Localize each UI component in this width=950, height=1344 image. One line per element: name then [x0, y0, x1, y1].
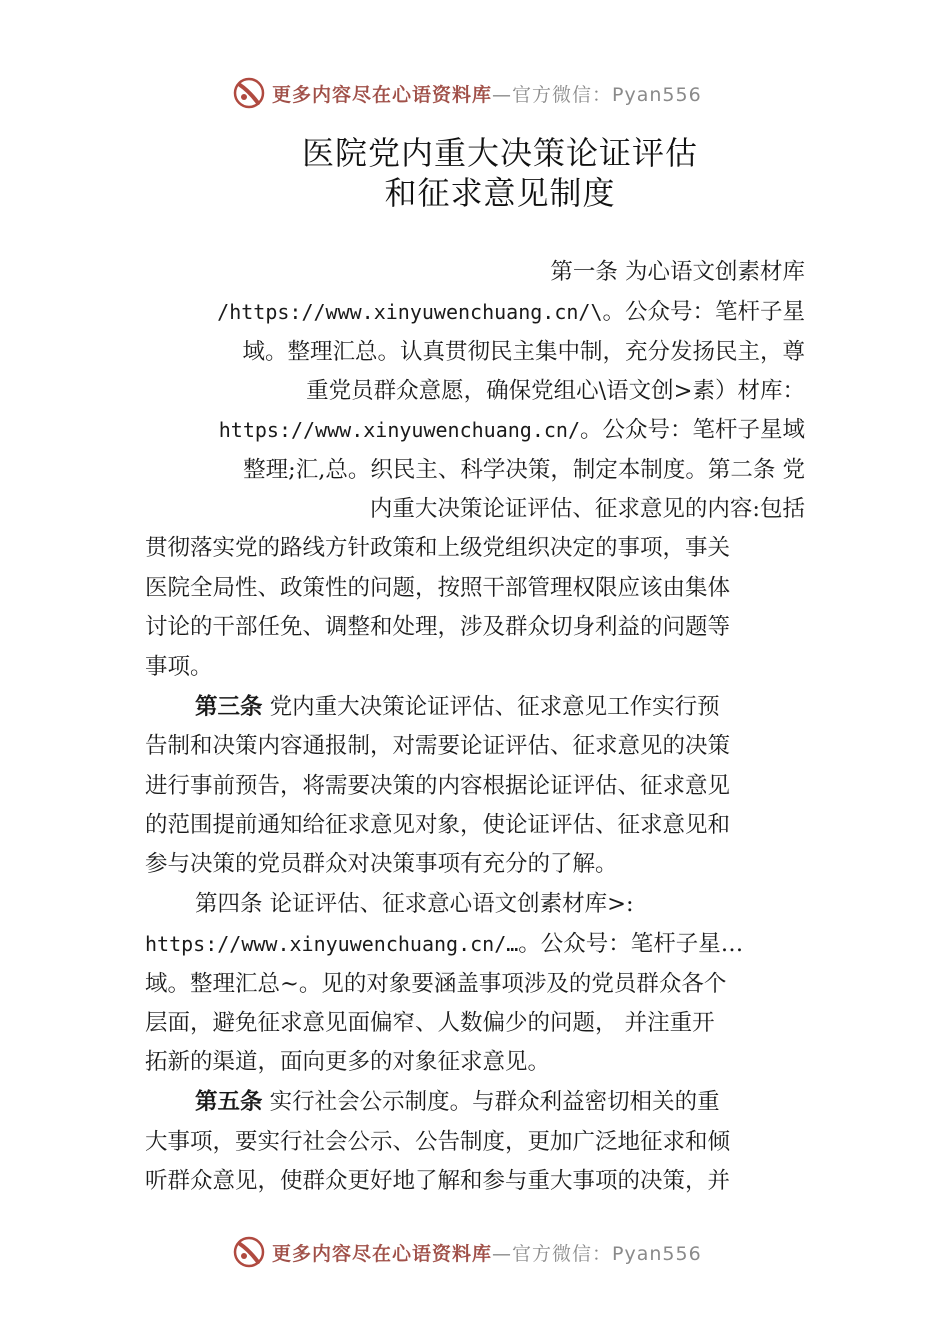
article-3-line-5: 参与决策的党员群众对决策事项有充分的了解。: [145, 851, 618, 877]
document-title-line-1: 医院党内重大决策论证评估: [301, 134, 698, 172]
article-2-line-4: 讨论的干部任免、调整和处理，涉及群众切身利益的问题等: [145, 614, 731, 640]
article-1-line-4: 重党员群众意愿，确保党组心\语文创>素）材库：: [306, 378, 805, 404]
article-1-line-3: 域。整理汇总。认真贯彻民主集中制，充分发扬民主，尊: [242, 339, 805, 365]
document-title-line-2: 和征求意见制度: [384, 174, 616, 212]
brush-logo-icon: [232, 75, 268, 111]
header-banner: [232, 73, 702, 113]
text-span: 。公众号：笔杆子星域: [579, 417, 805, 443]
footer-banner: [232, 1232, 702, 1272]
article-3-heading: 第三条: [195, 694, 263, 720]
url-text: /https://www.xinyuwenchuang.cn/\: [217, 300, 603, 324]
article-1-line-2: [217, 294, 805, 330]
article-4-line-2: [145, 926, 743, 962]
article-5-heading: 第五条: [195, 1089, 263, 1115]
article-2-line-3: 医院全局性、政策性的问题，按照干部管理权限应该由集体: [145, 575, 731, 601]
article-4-line-3: 域。整理汇总~。见的对象要涵盖事项涉及的党员群众各个: [145, 971, 727, 997]
article-3-line-2: 告制和决策内容通报制，对需要论证评估、征求意见的决策: [145, 733, 731, 759]
article-4-line-5: 拓新的渠道，面向更多的对象征求意见。: [145, 1049, 551, 1075]
article-3-line-1: [195, 689, 720, 725]
article-4-line-1: 第四条 论证评估、征求意心语文创素材库>:: [195, 891, 634, 917]
article-5-line-2: 大事项，要实行社会公示、公告制度，更加广泛地征求和倾: [145, 1129, 731, 1155]
article-3-line-4: 的范围提前通知给征求意见对象，使论证评估、征求意见和: [145, 812, 731, 838]
text-span: 实行社会公示制度。与群众利益密切相关的重: [269, 1089, 720, 1115]
banner-lead-text: 更多内容尽在心语资料库: [272, 83, 493, 106]
article-1-line-1: 第一条 为心语文创素材库: [550, 259, 805, 285]
brush-logo-icon: [232, 1234, 268, 1270]
article-3-line-3: 进行事前预告，将需要决策的内容根据论证评估、征求意见: [145, 773, 731, 799]
article-5-line-3: 听群众意见，使群众更好地了解和参与重大事项的决策，并: [145, 1168, 731, 1194]
article-5-line-1: [195, 1084, 720, 1120]
banner-wechat-text: —官方微信：Pyan556: [492, 83, 702, 106]
article-2-line-1: 内重大决策论证评估、征求意见的内容:包括: [369, 496, 805, 522]
banner-wechat-text: —官方微信：Pyan556: [492, 1242, 702, 1265]
article-1-line-5: [219, 412, 805, 448]
banner-lead-text: 更多内容尽在心语资料库: [272, 1242, 493, 1265]
article-1-line-6: 整理;汇,总。织民主、科学决策，制定本制度。第二条 党: [243, 457, 805, 483]
text-span: 党内重大决策论证评估、征求意见工作实行预: [269, 694, 720, 720]
article-2-line-5: 事项。: [145, 654, 213, 680]
article-2-line-2: 贯彻落实党的路线方针政策和上级党组织决定的事项，事关: [145, 535, 731, 561]
article-4-line-4: 层面，避免征求意见面偏窄、人数偏少的问题， 并注重开: [145, 1010, 715, 1036]
url-text: https://www.xinyuwenchuang.cn/…: [145, 932, 519, 956]
url-text: https://www.xinyuwenchuang.cn/: [218, 418, 580, 442]
text-span: 。公众号：笔杆子星: [602, 299, 805, 325]
text-span: 。公众号：笔杆子星…: [518, 931, 744, 957]
